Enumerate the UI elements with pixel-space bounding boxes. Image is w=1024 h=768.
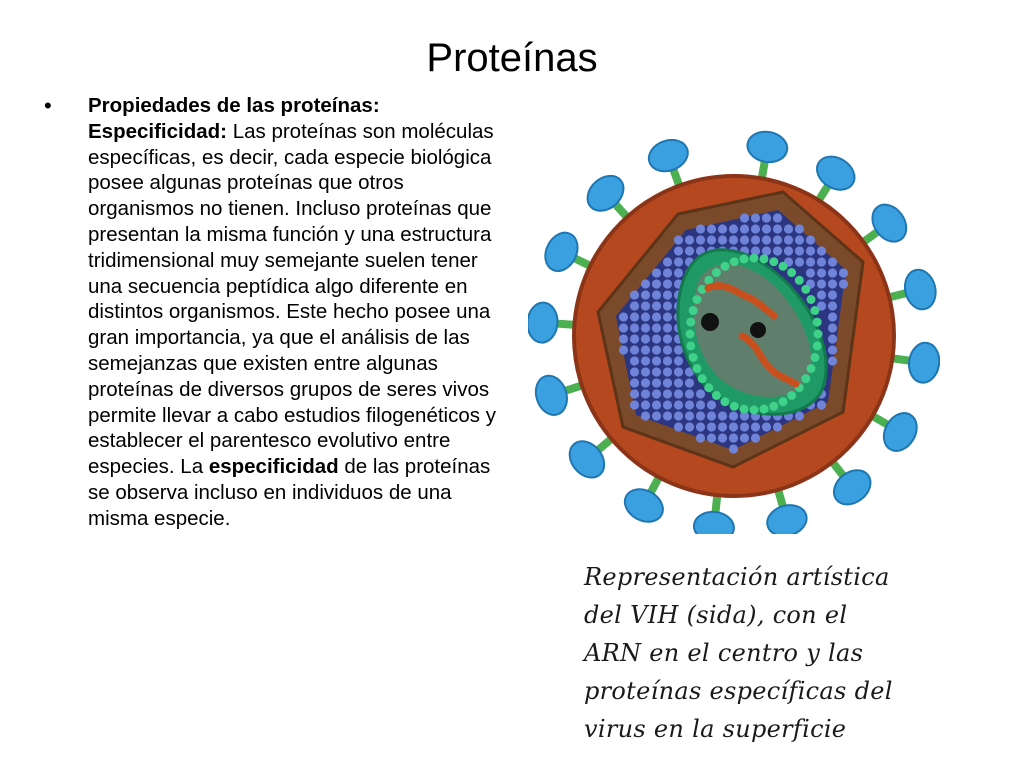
spike-head bbox=[764, 501, 811, 534]
figure-caption bbox=[584, 558, 924, 748]
capsid-bead bbox=[663, 356, 672, 365]
capsid-bead bbox=[806, 246, 815, 255]
capsid-bead bbox=[740, 235, 749, 244]
capsid-bead bbox=[828, 268, 837, 277]
capsid-bead bbox=[817, 268, 826, 277]
core-bead bbox=[810, 353, 819, 362]
spike-head bbox=[906, 341, 940, 385]
capsid-bead bbox=[740, 422, 749, 431]
capsid-bead bbox=[685, 378, 694, 387]
capsid-bead bbox=[707, 400, 716, 409]
core-bead bbox=[810, 306, 819, 315]
core-bead bbox=[801, 374, 810, 383]
capsid-bead bbox=[707, 235, 716, 244]
capsid-bead bbox=[663, 400, 672, 409]
core-bead bbox=[779, 397, 788, 406]
capsid-bead bbox=[828, 356, 837, 365]
capsid-bead bbox=[674, 378, 683, 387]
capsid-bead bbox=[740, 213, 749, 222]
capsid-bead bbox=[652, 356, 661, 365]
capsid-bead bbox=[641, 411, 650, 420]
capsid-bead bbox=[707, 224, 716, 233]
caption-line: del VIH (sida), con el bbox=[584, 601, 848, 629]
capsid-bead bbox=[641, 301, 650, 310]
capsid-bead bbox=[696, 389, 705, 398]
core-bead bbox=[689, 306, 698, 315]
capsid-bead bbox=[674, 246, 683, 255]
capsid-bead bbox=[652, 301, 661, 310]
core-bead bbox=[730, 402, 739, 411]
spike-head bbox=[531, 372, 572, 419]
capsid-bead bbox=[630, 367, 639, 376]
capsid-bead bbox=[663, 411, 672, 420]
capsid-bead bbox=[663, 290, 672, 299]
capsid-bead bbox=[718, 224, 727, 233]
core-bead bbox=[704, 383, 713, 392]
capsid-bead bbox=[795, 257, 804, 266]
capsid-bead bbox=[762, 213, 771, 222]
capsid-bead bbox=[762, 246, 771, 255]
capsid-bead bbox=[729, 235, 738, 244]
capsid-bead bbox=[806, 268, 815, 277]
core-bead bbox=[813, 341, 822, 350]
bullet-paragraph bbox=[88, 93, 498, 532]
capsid-bead bbox=[707, 433, 716, 442]
capsid-bead bbox=[685, 246, 694, 255]
capsid-bead bbox=[619, 345, 628, 354]
caption-line: ARN en el centro y las bbox=[584, 639, 864, 667]
capsid-bead bbox=[663, 301, 672, 310]
capsid-bead bbox=[641, 334, 650, 343]
capsid-bead bbox=[663, 323, 672, 332]
core-bead bbox=[712, 268, 721, 277]
core-bead bbox=[807, 364, 816, 373]
capsid-bead bbox=[652, 279, 661, 288]
capsid-bead bbox=[762, 224, 771, 233]
capsid-bead bbox=[652, 378, 661, 387]
core-bead bbox=[692, 364, 701, 373]
spike-head bbox=[877, 407, 923, 457]
capsid-bead bbox=[696, 235, 705, 244]
capsid-bead bbox=[718, 411, 727, 420]
capsid-bead bbox=[773, 224, 782, 233]
capsid-bead bbox=[674, 356, 683, 365]
capsid-bead bbox=[751, 213, 760, 222]
capsid-bead bbox=[784, 224, 793, 233]
caption-line: Representación artística bbox=[584, 563, 890, 591]
capsid-bead bbox=[751, 433, 760, 442]
capsid-bead bbox=[663, 279, 672, 288]
core-bead bbox=[686, 330, 695, 339]
core-bead bbox=[750, 254, 759, 263]
spike-head bbox=[539, 227, 583, 276]
capsid-bead bbox=[762, 235, 771, 244]
capsid-bead bbox=[652, 323, 661, 332]
capsid-bead bbox=[751, 422, 760, 431]
capsid-bead bbox=[641, 400, 650, 409]
capsid-bead bbox=[674, 411, 683, 420]
capsid-bead bbox=[839, 268, 848, 277]
core-bead bbox=[686, 341, 695, 350]
core-bead bbox=[787, 268, 796, 277]
capsid-bead bbox=[663, 389, 672, 398]
capsid-bead bbox=[663, 312, 672, 321]
capsid-bead bbox=[817, 290, 826, 299]
capsid-bead bbox=[806, 257, 815, 266]
capsid-bead bbox=[828, 301, 837, 310]
capsid-bead bbox=[641, 356, 650, 365]
capsid-bead bbox=[762, 422, 771, 431]
capsid-bead bbox=[718, 433, 727, 442]
capsid-bead bbox=[641, 312, 650, 321]
capsid-bead bbox=[641, 323, 650, 332]
capsid-bead bbox=[674, 235, 683, 244]
capsid-bead bbox=[718, 235, 727, 244]
core-bead bbox=[769, 257, 778, 266]
capsid-bead bbox=[663, 334, 672, 343]
capsid-bead bbox=[630, 323, 639, 332]
capsid-bead bbox=[828, 312, 837, 321]
caption-line: virus en la superficie bbox=[584, 715, 847, 743]
capsid-bead bbox=[773, 235, 782, 244]
capsid-bead bbox=[652, 345, 661, 354]
capsid-bead bbox=[795, 224, 804, 233]
capsid-bead bbox=[696, 224, 705, 233]
capsid-bead bbox=[674, 389, 683, 398]
spike-head bbox=[528, 302, 559, 344]
spike-head bbox=[865, 198, 913, 248]
capsid-bead bbox=[652, 389, 661, 398]
capsid-bead bbox=[773, 246, 782, 255]
hiv-virus-illustration bbox=[528, 122, 940, 534]
capsid-bead bbox=[641, 367, 650, 376]
capsid-bead bbox=[729, 444, 738, 453]
core-bead bbox=[807, 295, 816, 304]
capsid-bead bbox=[685, 422, 694, 431]
capsid-bead bbox=[707, 422, 716, 431]
bullet-body-2: de las proteínas se observa incluso en individuos de una misma especie. bbox=[88, 455, 491, 530]
capsid-bead bbox=[663, 367, 672, 376]
capsid-bead bbox=[641, 345, 650, 354]
capsid-bead bbox=[696, 422, 705, 431]
core-bead bbox=[760, 405, 769, 414]
core-bead bbox=[739, 405, 748, 414]
capsid-bead bbox=[729, 422, 738, 431]
enzyme-dot-2 bbox=[750, 322, 766, 338]
capsid-bead bbox=[619, 334, 628, 343]
capsid-bead bbox=[729, 411, 738, 420]
capsid-bead bbox=[828, 334, 837, 343]
capsid-bead bbox=[817, 279, 826, 288]
capsid-bead bbox=[674, 257, 683, 266]
capsid-bead bbox=[652, 312, 661, 321]
capsid-bead bbox=[806, 235, 815, 244]
capsid-bead bbox=[828, 279, 837, 288]
core-bead bbox=[686, 318, 695, 327]
core-bead bbox=[787, 391, 796, 400]
capsid-bead bbox=[685, 411, 694, 420]
capsid-bead bbox=[773, 213, 782, 222]
capsid-bead bbox=[839, 279, 848, 288]
bullet-subheading: Especificidad: bbox=[88, 119, 227, 143]
capsid-bead bbox=[817, 246, 826, 255]
capsid-bead bbox=[652, 334, 661, 343]
spike-head bbox=[692, 510, 735, 534]
core-bead bbox=[795, 276, 804, 285]
core-bead bbox=[730, 257, 739, 266]
capsid-bead bbox=[817, 400, 826, 409]
core-bead bbox=[689, 353, 698, 362]
capsid-bead bbox=[630, 389, 639, 398]
capsid-bead bbox=[652, 268, 661, 277]
core-bead bbox=[720, 262, 729, 271]
enzyme-dot-1 bbox=[701, 313, 719, 331]
capsid-bead bbox=[630, 345, 639, 354]
capsid-bead bbox=[641, 378, 650, 387]
core-bead bbox=[779, 262, 788, 271]
core-bead bbox=[813, 318, 822, 327]
capsid-bead bbox=[652, 411, 661, 420]
capsid-bead bbox=[685, 400, 694, 409]
slide-title: Proteínas bbox=[426, 36, 598, 80]
spike-head bbox=[811, 150, 861, 197]
core-bead bbox=[814, 330, 823, 339]
capsid-bead bbox=[795, 246, 804, 255]
capsid-bead bbox=[784, 235, 793, 244]
capsid-bead bbox=[652, 400, 661, 409]
capsid-bead bbox=[751, 224, 760, 233]
capsid-bead bbox=[630, 400, 639, 409]
core-bead bbox=[698, 374, 707, 383]
capsid-bead bbox=[718, 422, 727, 431]
capsid-bead bbox=[685, 235, 694, 244]
capsid-bead bbox=[630, 312, 639, 321]
core-bead bbox=[750, 406, 759, 415]
capsid-bead bbox=[696, 411, 705, 420]
capsid-bead bbox=[828, 323, 837, 332]
capsid-bead bbox=[619, 323, 628, 332]
capsid-bead bbox=[795, 235, 804, 244]
capsid-bead bbox=[641, 279, 650, 288]
capsid-bead bbox=[795, 411, 804, 420]
core-bead bbox=[692, 295, 701, 304]
capsid-bead bbox=[674, 422, 683, 431]
core-bead bbox=[739, 254, 748, 263]
bullet-heading: Propiedades de las proteínas: bbox=[88, 94, 380, 117]
capsid-bead bbox=[630, 334, 639, 343]
capsid-bead bbox=[685, 389, 694, 398]
core-bead bbox=[720, 397, 729, 406]
bullet-body-1: Las proteínas son moléculas específicas, es decir, cada especie biológica posee algunas proteínas que otros organismos no tienen. Incluso proteínas que presentan la misma función y una estructura tridimensional muy semejante suelen tener una secuencia peptídica algo diferente en distintos organismos. Este hecho posee una gran importancia, ya que el análisis de las semejanzas que existen entre algunas proteínas de diversos grupos de seres vivos permite llevar a cabo estudios filogenéticos y establecer el parentesco evolutivo entre especies. La bbox=[88, 119, 496, 479]
capsid-bead bbox=[652, 367, 661, 376]
capsid-bead bbox=[663, 268, 672, 277]
capsid-bead bbox=[630, 290, 639, 299]
capsid-bead bbox=[784, 246, 793, 255]
capsid-bead bbox=[707, 411, 716, 420]
bullet-emphasis: especificidad bbox=[208, 455, 339, 479]
capsid-bead bbox=[663, 345, 672, 354]
capsid-bead bbox=[740, 224, 749, 233]
capsid-bead bbox=[663, 257, 672, 266]
capsid-bead bbox=[674, 268, 683, 277]
core-bead bbox=[712, 391, 721, 400]
spike-head bbox=[901, 267, 940, 313]
capsid-bead bbox=[696, 433, 705, 442]
spike-head bbox=[644, 135, 692, 177]
capsid-bead bbox=[619, 312, 628, 321]
bullet-marker: • bbox=[44, 93, 52, 118]
capsid-bead bbox=[652, 290, 661, 299]
core-bead bbox=[769, 402, 778, 411]
spike-head bbox=[745, 129, 790, 165]
capsid-bead bbox=[630, 301, 639, 310]
capsid-bead bbox=[641, 389, 650, 398]
core-bead bbox=[801, 285, 810, 294]
capsid-bead bbox=[696, 400, 705, 409]
capsid-bead bbox=[674, 367, 683, 376]
spike-head bbox=[619, 483, 668, 528]
capsid-bead bbox=[828, 290, 837, 299]
caption-line: proteínas específicas del bbox=[584, 677, 893, 705]
capsid-bead bbox=[773, 422, 782, 431]
capsid-bead bbox=[641, 290, 650, 299]
capsid-bead bbox=[817, 257, 826, 266]
capsid-bead bbox=[630, 356, 639, 365]
core-bead bbox=[760, 254, 769, 263]
capsid-bead bbox=[729, 224, 738, 233]
capsid-bead bbox=[828, 257, 837, 266]
capsid-bead bbox=[729, 433, 738, 442]
capsid-bead bbox=[663, 378, 672, 387]
capsid-bead bbox=[740, 433, 749, 442]
capsid-bead bbox=[630, 378, 639, 387]
capsid-bead bbox=[674, 400, 683, 409]
capsid-bead bbox=[751, 235, 760, 244]
capsid-bead bbox=[828, 345, 837, 354]
